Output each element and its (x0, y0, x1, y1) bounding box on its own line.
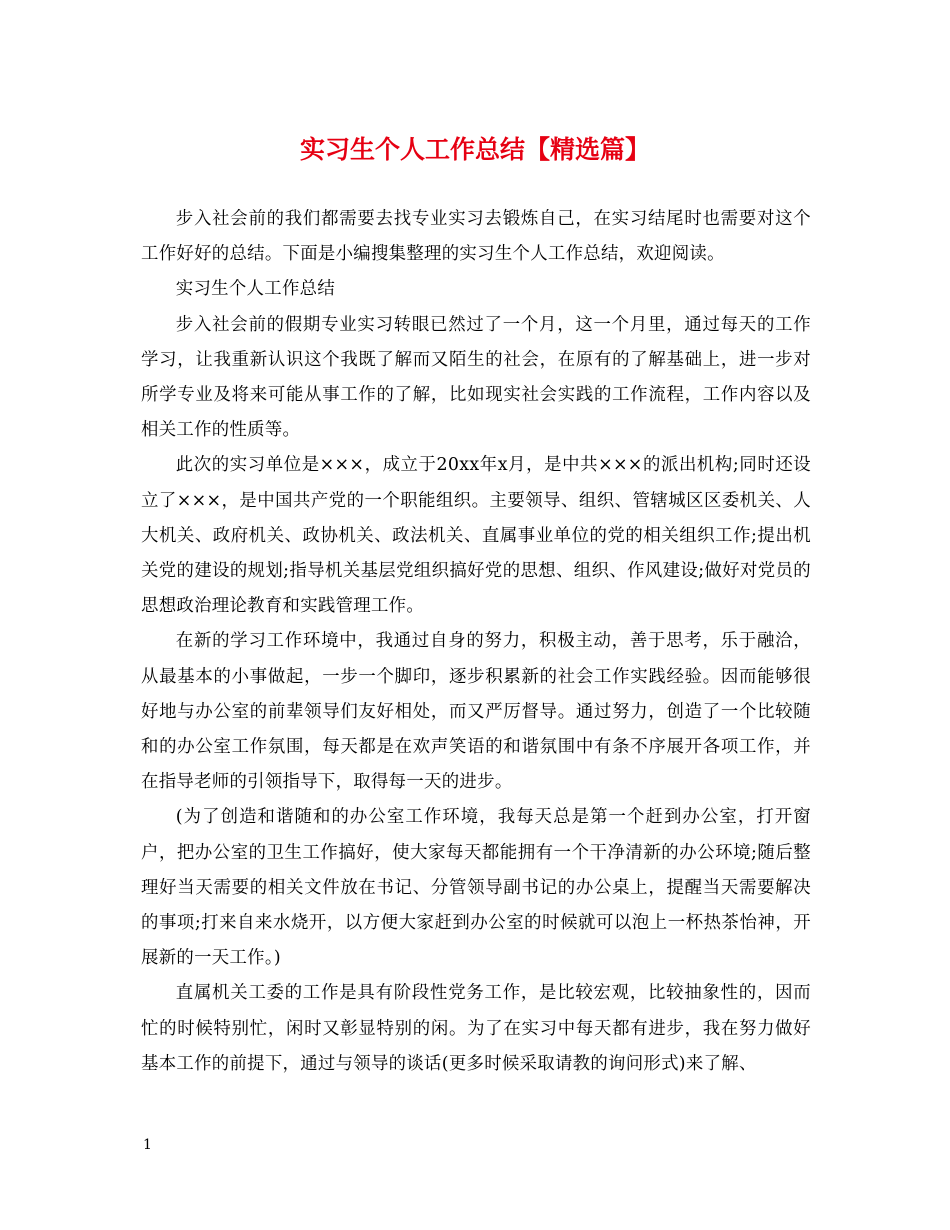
paragraph: 步入社会前的假期专业实习转眼已然过了一个月，这一个月里，通过每天的工作学习，让我重新认识这个我既了解而又陌生的社会，在原有的了解基础上，进一步对所学专业及将来可能从事工作的了解，比如现实社会实践的工作流程，工作内容以及相关工作的性质等。 (141, 314, 811, 441)
paragraph: 此次的实习单位是×××，成立于20xx年x月，是中共×××的派出机构;同时还设立了×××，是中国共产党的一个职能组织。主要领导、组织、管辖城区区委机关、人大机关、政府机关、政协机关、政法机关、直属事业单位的党的相关组织工作;提出机关党的建设的规划;指导机关基层党组织搞好党的思想、组织、作风建设;做好对党员的思想政治理论教育和实践管理工作。 (141, 455, 811, 617)
document-title: 实习生个人工作总结【精选篇】 (299, 135, 650, 164)
paragraph: 在新的学习工作环境中，我通过自身的努力，积极主动，善于思考，乐于融洽，从最基本的小事做起，一步一个脚印，逐步积累新的社会工作实践经验。因而能够很好地与办公室的前辈领导们友好相处，而又严厉督导。通过努力，创造了一个比较随和的办公室工作氛围，每天都是在欢声笑语的和谐氛围中有条不序展开各项工作，并在指导老师的引领指导下，取得每一天的进步。 (141, 631, 811, 793)
paragraph: (为了创造和谐随和的办公室工作环境，我每天总是第一个赶到办公室，打开窗户，把办公室的卫生工作搞好，使大家每天都能拥有一个干净清新的办公环境;随后整理好当天需要的相关文件放在书记、分管领导副书记的办公桌上，提醒当天需要解决的事项;打来自来水烧开，以方便大家赶到办公室的时候就可以泡上一杯热茶怡神，开展新的一天工作。) (141, 807, 811, 969)
document-body (141, 202, 811, 1082)
paragraph-intro: 步入社会前的我们都需要去找专业实习去锻炼自己，在实习结尾时也需要对这个工作好好的总结。下面是小编搜集整理的实习生个人工作总结，欢迎阅读。 (141, 209, 811, 265)
paragraph: 直属机关工委的工作是具有阶段性党务工作，是比较宏观，比较抽象性的，因而忙的时候特别忙，闲时又彰显特别的闲。为了在实习中每天都有进步，我在努力做好基本工作的前提下，通过与领导的谈话(更多时候采取请教的询问形式)来了解、 (141, 983, 811, 1074)
page-number: 1 (143, 1137, 152, 1153)
section-heading: 实习生个人工作总结 (175, 279, 336, 300)
